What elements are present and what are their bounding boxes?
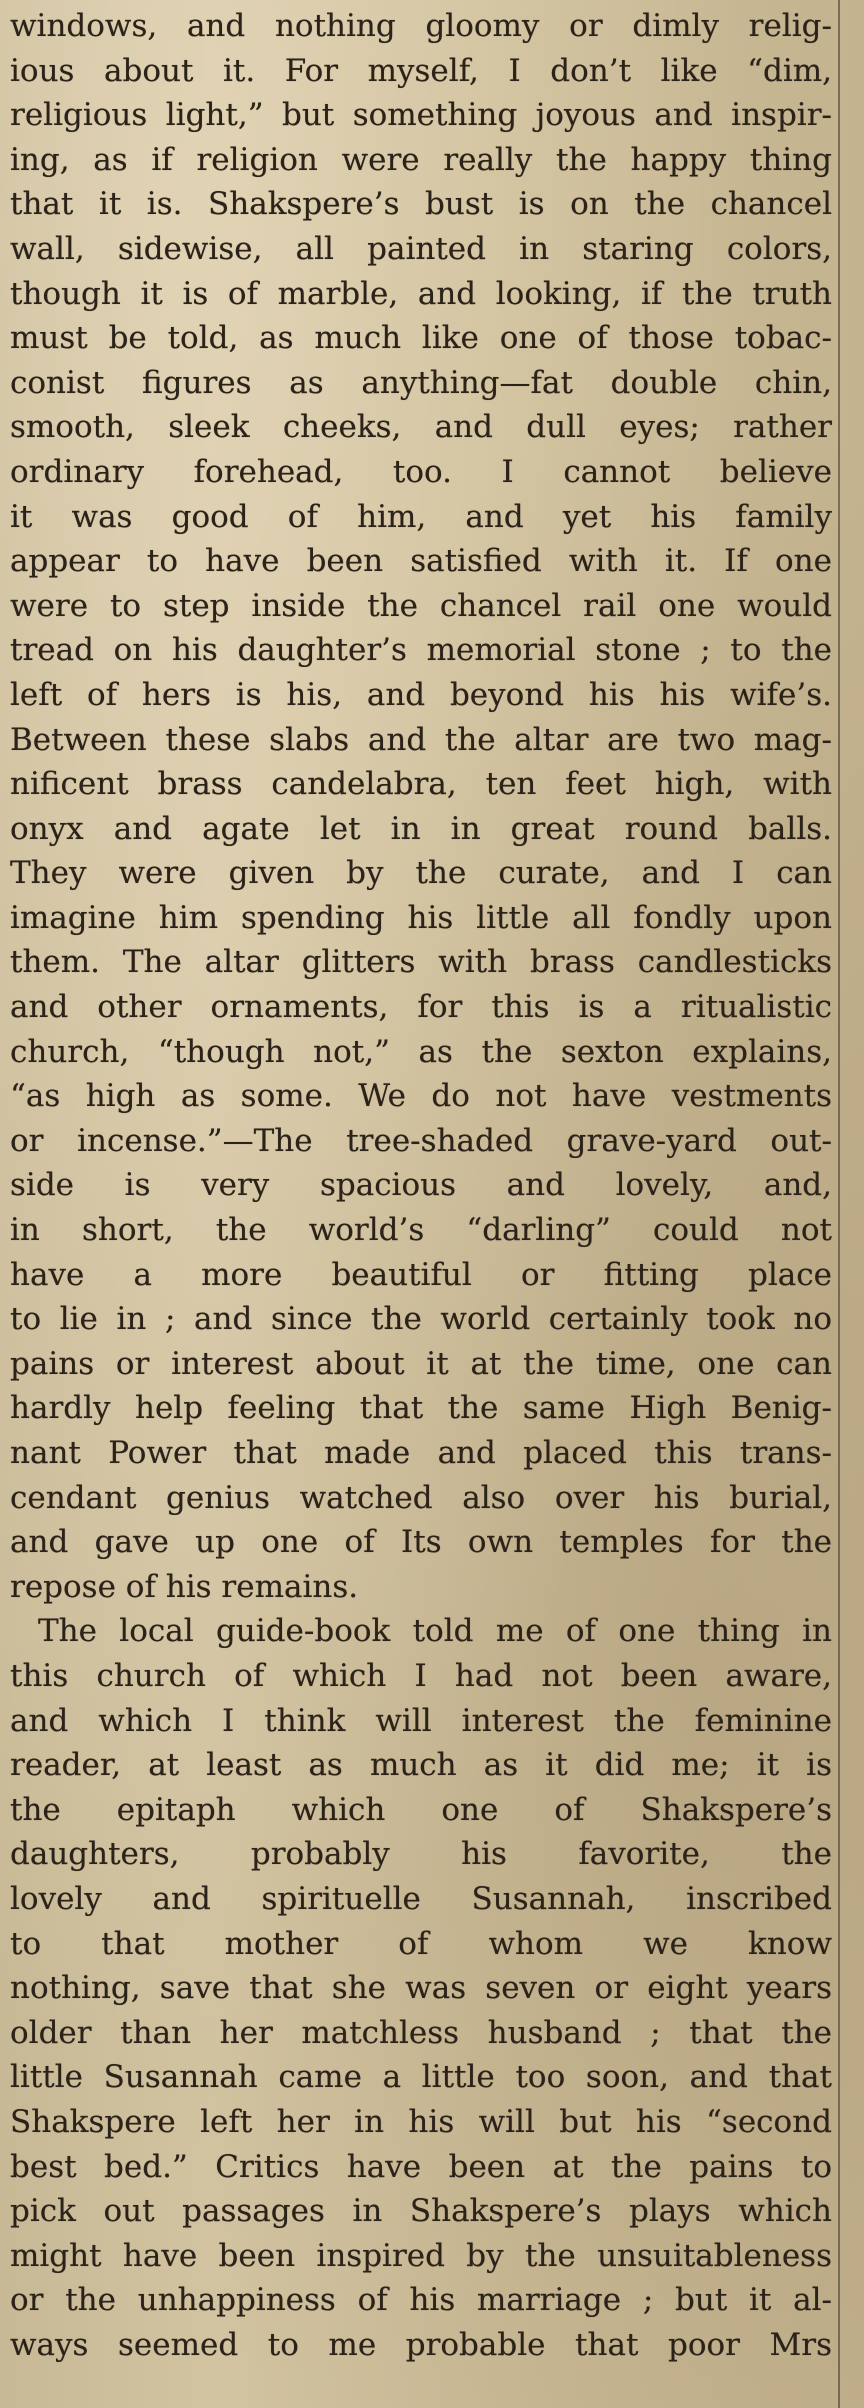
text-line: wall, sidewise, all painted in staring colors, — [10, 230, 832, 267]
text-line: in short, the world’s “darling” could not — [10, 1212, 832, 1249]
text-line: hardly help feeling that the same High Benig- — [10, 1390, 832, 1427]
text-line: religious light,” but something joyous and inspir- — [10, 97, 832, 134]
text-line: The local guide-book told me of one thing in — [38, 1613, 832, 1650]
text-line: or incense.”—The tree-shaded grave-yard out- — [10, 1122, 832, 1159]
text-line: or the unhappiness of his marriage ; but it al- — [10, 2282, 832, 2319]
text-line: left of hers is his, and beyond his his wife’s. — [10, 676, 832, 713]
text-line: imagine him spending his little all fondly upon — [10, 899, 832, 936]
text-line: nant Power that made and placed this trans- — [10, 1435, 832, 1471]
text-line: ordinary forehead, too. I cannot believe — [10, 453, 832, 490]
text-line: the epitaph which one of Shakspere’s — [10, 1791, 832, 1828]
text-line: might have been inspired by the unsuitableness — [10, 2237, 832, 2274]
text-line: onyx and agate let in in great round balls. — [10, 810, 832, 847]
text-line: nothing, save that she was seven or eight years — [10, 1970, 832, 2007]
text-line: this church of which I had not been aware, — [10, 1657, 832, 1694]
text-line: appear to have been satisfied with it. If one — [10, 543, 832, 580]
text-line: and other ornaments, for this is a ritualistic — [10, 989, 832, 1026]
text-line: it was good of him, and yet his family — [10, 498, 832, 535]
text-line: daughters, probably his favorite, the — [10, 1836, 832, 1873]
text-line: side is very spacious and lovely, and, — [10, 1167, 832, 1204]
text-line: ways seemed to me probable that poor Mrs — [10, 2326, 832, 2363]
text-line: though it is of marble, and looking, if the truth — [10, 275, 832, 312]
text-line: to lie in ; and since the world certainly took no — [10, 1301, 832, 1338]
text-line: conist figures as anything—fat double chin, — [10, 364, 832, 401]
text-line: older than her matchless husband ; that the — [10, 2014, 832, 2051]
text-line: pick out passages in Shakspere’s plays which — [10, 2193, 832, 2230]
text-line: windows, and nothing gloomy or dimly relig- — [10, 8, 832, 44]
text-line: repose of his remains. — [10, 1568, 359, 1605]
text-line: ing, as if religion were really the happy thing — [10, 141, 832, 178]
text-line: were to step inside the chancel rail one would — [10, 587, 832, 624]
column-rule — [838, 0, 840, 2408]
text-line: them. The altar glitters with brass candlesticks — [10, 944, 832, 981]
text-line: that it is. Shakspere’s bust is on the chancel — [10, 186, 832, 223]
text-line: Between these slabs and the altar are two mag- — [10, 721, 832, 758]
text-line: They were given by the curate, and I can — [10, 855, 832, 892]
text-line: cendant genius watched also over his burial, — [10, 1479, 832, 1516]
text-line: reader, at least as much as it did me; it is — [10, 1747, 832, 1784]
text-line: have a more beautiful or fitting place — [10, 1256, 832, 1293]
text-line: pains or interest about it at the time, one can — [10, 1345, 832, 1382]
text-line: lovely and spirituelle Susannah, inscribed — [10, 1880, 832, 1917]
text-line: best bed.” Critics have been at the pains to — [10, 2148, 832, 2185]
text-line: and gave up one of Its own temples for the — [10, 1524, 832, 1561]
text-line: “as high as some. We do not have vestments — [10, 1078, 832, 1115]
text-line: and which I think will interest the feminine — [10, 1702, 832, 1739]
article-column — [10, 4, 832, 2367]
text-line: little Susannah came a little too soon, and that — [10, 2059, 832, 2096]
text-line: smooth, sleek cheeks, and dull eyes; rather — [10, 409, 832, 446]
text-line: to that mother of whom we know — [10, 1925, 832, 1962]
text-line: ious about it. For myself, I don’t like “dim, — [10, 52, 832, 89]
text-line: church, “though not,” as the sexton explains, — [10, 1033, 832, 1070]
text-line: Shakspere left her in his will but his “second — [10, 2103, 832, 2140]
text-line: nificent brass candelabra, ten feet high, with — [10, 766, 832, 803]
text-line: tread on his daughter’s memorial stone ; to the — [10, 632, 832, 669]
text-line: must be told, as much like one of those tobac- — [10, 320, 832, 357]
